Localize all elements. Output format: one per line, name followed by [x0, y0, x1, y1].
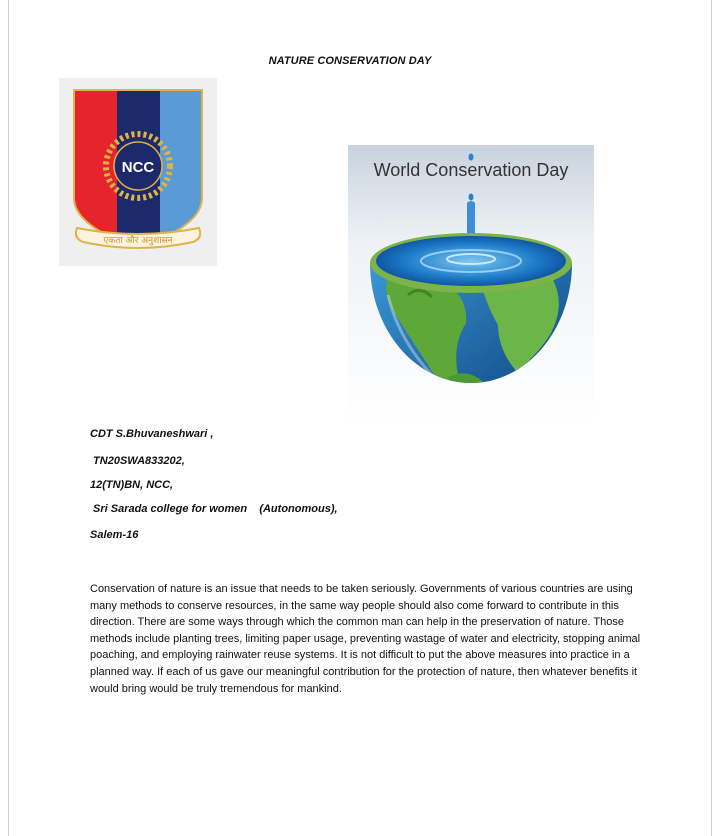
ncc-logo: [59, 78, 217, 266]
cadet-college: Sri Sarada college for women (Autonomous),: [90, 503, 338, 515]
cadet-regno: TN20SWA833202,: [90, 455, 185, 467]
world-conservation-day-poster: [348, 145, 594, 425]
water-drop-globe-icon: [348, 145, 594, 425]
cadet-unit: 12(TN)BN, NCC,: [90, 479, 174, 491]
poster-heading: World Conservation Day: [373, 160, 569, 180]
cadet-name: CDT S.Bhuvaneshwari ,: [90, 428, 214, 440]
ncc-motto: एकता और अनुशासन: [103, 236, 173, 246]
body-paragraph: Conservation of nature is an issue that needs to be taken seriously. Governments of various countries are using many methods to conserve resources, in the same way people should also come forward to contribute in this direction. There are some ways through which the common man can help in the preservation of nature. Those methods include planting trees, limiting paper usage, preventing wastage of water and electricity, stopping animal poaching, and employing rainwater reuse systems. It is not difficult to put the above measures into practice in a planned way. If each of us gave our meaningful contribution for the protection of nature, then whatever benefits it would bring would be truly tremendous for mankind.: [90, 583, 641, 695]
page-edge-left: [8, 0, 9, 836]
page-edge-right: [711, 0, 712, 836]
ncc-text: NCC: [121, 159, 155, 176]
document-title: NATURE CONSERVATION DAY: [268, 55, 432, 67]
ncc-emblem-icon: [59, 78, 217, 266]
cadet-city: Salem-16: [90, 529, 139, 541]
